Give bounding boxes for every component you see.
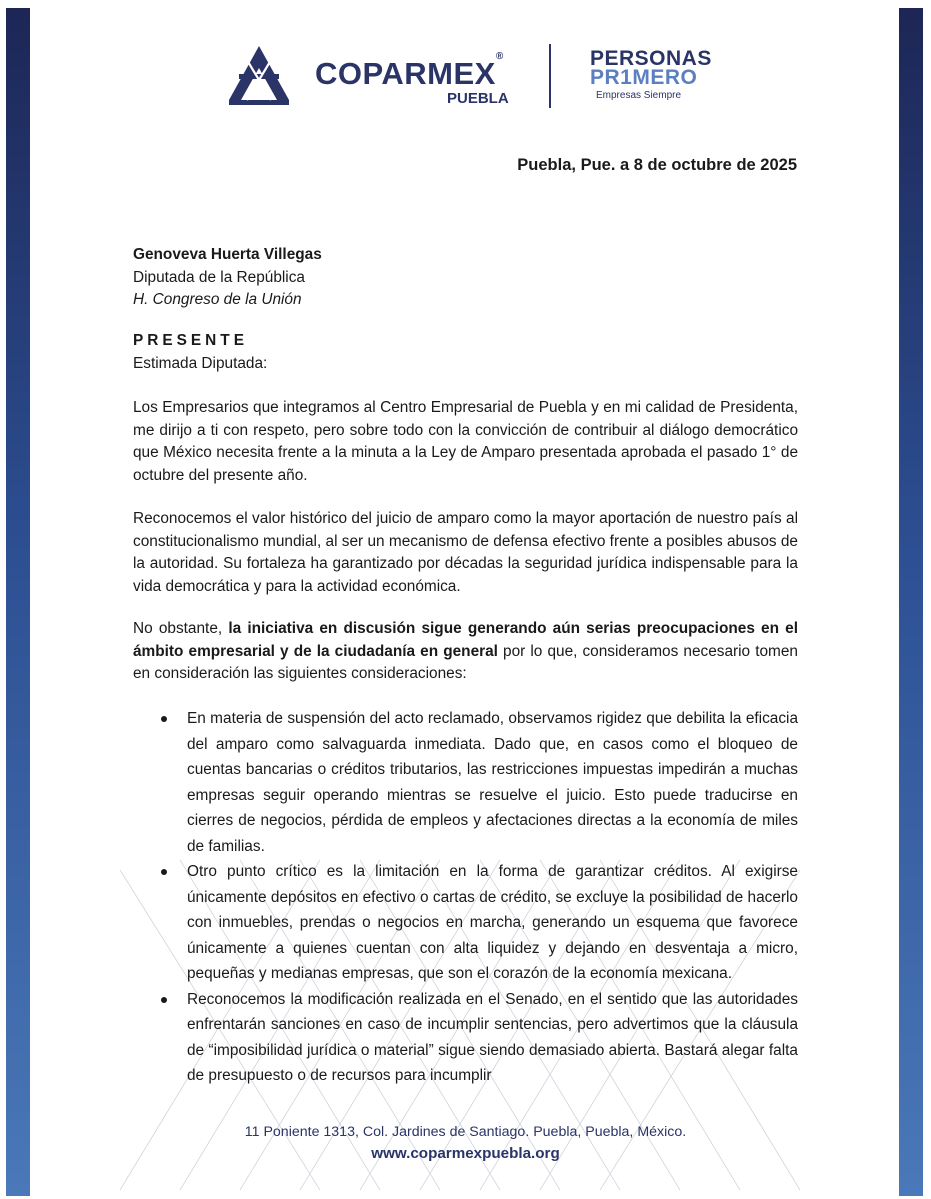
recipient-institution: H. Congreso de la Unión [133, 291, 302, 308]
slogan-line-1: PERSONAS [590, 47, 712, 70]
list-item-text: Otro punto crítico es la limitación en la forma de garantizar créditos. Al exigirse únicamente depósitos en efectivo o cartas de crédito, se excluye la posibilidad de hacerlo con inmuebles, prendas o negocios en marcha, generando un esquema que favorece únicamente a quienes cuentan con alta liquidez y dejando en desventaja a micro, pequeñas y medianas empresas, que son el corazón de la economía mexicana. [187, 863, 798, 982]
presente-heading: PRESENTE [133, 332, 248, 349]
paragraph-3-end: por lo que, consideramos necesario tomen en consideración las siguientes consideraciones: [133, 642, 798, 682]
paragraph-3-bold: la iniciativa en discusión sigue generando aún serias preocupaciones en el ámbito empresarial y de la ciudadanía en general [133, 620, 798, 660]
considerations-list [133, 706, 798, 1089]
paragraph-3 [133, 618, 798, 686]
list-item-text: Reconocemos la modificación realizada en el Senado, en el sentido que las autoridades enfrentarán sanciones en caso de incumplir sentencias, pero advertimos que la cláusula de “imposibilidad jurídica o material” sigue siendo demasiado abierta. Bastará alegar falta de presupuesto o de recursos para incumplir [187, 990, 798, 1084]
bullet-icon [161, 997, 167, 1003]
paragraph-1: Los Empresarios que integramos al Centro Empresarial de Puebla y en mi calidad de Presidenta, me dirijo a ti con respeto, pero sobre todo con la convicción de contribuir al diálogo democrático que México necesita frente a la minuta a la Ley de Amparo presentada aprobada el pasado 1° de octubre del presente año. [133, 399, 798, 484]
registered-mark: ® [495, 50, 504, 62]
letter-date: Puebla, Pue. a 8 de octubre de 2025 [517, 156, 797, 174]
slogan-line-2: PR1MERO [590, 66, 698, 89]
recipient-title: Diputada de la República [133, 268, 305, 286]
footer-address: 11 Poniente 1313, Col. Jardines de Santiago. Puebla, Puebla, México. [244, 1124, 687, 1140]
list-item [133, 987, 798, 1089]
left-side-bar [6, 8, 30, 1196]
bullet-icon [161, 869, 167, 875]
paragraph-2: Reconocemos el valor histórico del juicio de amparo como la mayor aportación de nuestro país al constitucionalismo mundial, al ser un mecanismo de defensa efectivo frente a posibles abusos de la autoridad. Su fortaleza ha garantizado por décadas la seguridad jurídica indispensable para la vida democrática y para la actividad económica. [133, 510, 798, 595]
recipient-block [133, 244, 798, 312]
list-item [133, 706, 798, 859]
right-side-bar [899, 8, 923, 1196]
list-item-text: En materia de suspensión del acto reclamado, observamos rigidez que debilita la eficacia del amparo como salvaguarda inmediata. Dado que, en casos como el bloqueo de cuentas bancarias o créditos tributarios, las restricciones impuestas impedirán a muchas empresas seguir operando mientras se resuelve el juicio. Esto puede traducirse en cierres de negocios, pérdida de empleos y afectaciones directas a la economía de miles de familias. [187, 710, 798, 855]
slogan-line-3: Empresas Siempre [596, 90, 682, 101]
recipient-name: Genoveva Huerta Villegas [133, 246, 322, 263]
footer-website-link[interactable]: www.coparmexpuebla.org [371, 1145, 560, 1162]
list-item [133, 859, 798, 987]
paragraph-3-start: No obstante, [133, 620, 229, 637]
bullet-icon [161, 716, 167, 722]
logo-divider [549, 44, 551, 108]
coparmex-triangle-logo-icon [225, 44, 293, 106]
greeting: Estimada Diputada: [133, 355, 268, 372]
header-logo [225, 44, 712, 114]
brand-city: PUEBLA [447, 90, 509, 107]
brand-name: COPARMEX® [315, 50, 504, 91]
